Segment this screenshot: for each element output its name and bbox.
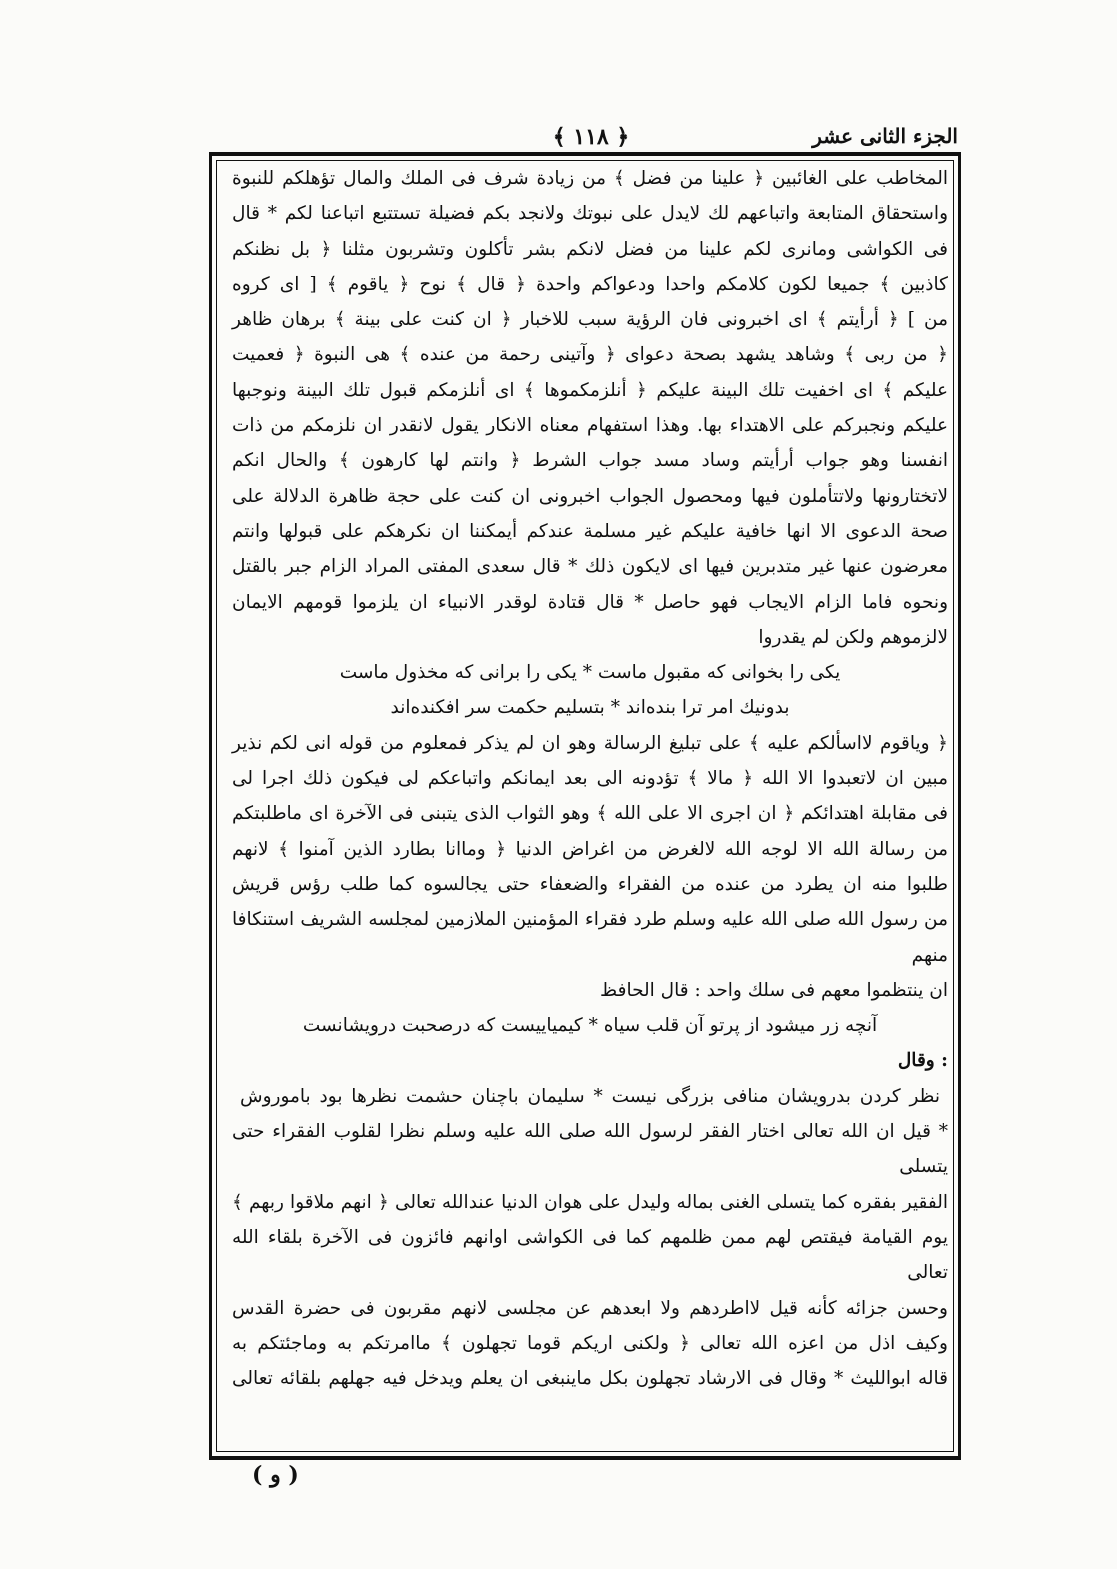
verse-line: نظر كردن بدرويشان منافى بزرگى نيست * سليمان باچنان حشمت نظرها بود باموروش bbox=[240, 1085, 940, 1107]
page-number: ﴿ ١١٨ ﴾ bbox=[552, 124, 630, 150]
text-line: كاذبين ﴾ جميعا لكون كلامكم واحدا ودعواكم واحدة ﴿ قال ﴾ نوح ﴿ ياقوم ﴾ [ اى كروه bbox=[232, 273, 948, 295]
text-line: مبين ان لاتعبدوا الا الله ﴿ مالا ﴾ تؤدونه الى بعد ايمانكم واتباعكم لى فيكون ذلك اجرا لى bbox=[232, 768, 948, 790]
verse-line: يكى را بخوانى كه مقبول ماست * يكى را برانى كه مخذول ماست bbox=[339, 662, 841, 684]
paragraph-1 bbox=[232, 161, 948, 655]
text-line: فى مقابلة اهتدائكم ﴿ ان اجرى الا على الله ﴾ وهو الثواب الذى يتبنى فى الآخرة اى ماطلبتكم bbox=[232, 803, 948, 825]
text-line: ﴿ وياقوم لااسألكم عليه ﴾ على تبليغ الرسالة وهو ان لم يذكر فمعلوم من قوله انى لكم نذير bbox=[232, 732, 948, 754]
text-line: ان ينتظموا معهم فى سلك واحد : قال الحافظ bbox=[600, 979, 948, 1001]
text-line: من ] ﴿ أرأيتم ﴾ اى اخبرونى فان الرؤية سبب للاخبار ﴿ ان كنت على بينة ﴾ برهان ظاهر bbox=[232, 309, 948, 331]
text-line: معرضون عنها غير متدبرين فيها اى لايكون ذلك * قال سعدى المفتى المراد الزام جبر بالقتل bbox=[232, 556, 948, 578]
text-line: الفقير بفقره كما يتسلى الغنى بماله وليدل على هوان الدنيا عندالله تعالى ﴿ انهم ملاقوا ربهم ﴾ bbox=[232, 1191, 948, 1213]
paragraph-2 bbox=[232, 726, 948, 1008]
text-line: صحة الدعوى الا انها خافية عليكم غير مسلمة عندكم أيمكننا ان نكرهكم على قبولها وانتم bbox=[232, 520, 948, 542]
text-line: وحسن جزائه كأنه قيل لااطردهم ولا ابعدهم عن مجلسى لانهم مقربون فى حضرة القدس bbox=[232, 1297, 948, 1319]
verse-line: آنچه زر ميشود از پرتو آن قلب سياه * كيمياييست كه درصحبت درويشانست bbox=[302, 1015, 878, 1037]
said-label: : وقال bbox=[897, 1050, 948, 1072]
text-line: ونحوه فاما الزام الايجاب فهو حاصل * قال قتادة لوقدر الانبياء ان يلزموا قومهم الايمان bbox=[232, 591, 948, 613]
verse-line: بدونيك امر ترا بنده‌اند * بتسليم حكمت سر افكنده‌اند bbox=[390, 697, 790, 719]
paragraph-3 bbox=[232, 1114, 948, 1396]
text-line: من رسالة الله الا لوجه الله لالغرض من اغراض الدنيا ﴿ وماانا بطارد الذين آمنوا ﴾ لانهم bbox=[232, 838, 948, 860]
text-line: * قيل ان الله تعالى اختار الفقر لرسول الله صلى الله عليه وسلم نظرا لقلوب الفقراء حتى يتسلى bbox=[232, 1121, 948, 1178]
text-line: يوم القيامة فيقتص لهم ممن ظلمهم كما فى الكواشى اوانهم فائزون فى الآخرة بلقاء الله تعالى bbox=[232, 1226, 948, 1284]
text-line: قاله ابوالليث * وقال فى الارشاد تجهلون بكل ماينبغى ان يعلم ويدخل فيه جهلهم بلقائه تعالى bbox=[232, 1368, 948, 1390]
text-line: عليكم ﴾ اى اخفيت تلك البينة عليكم ﴿ أنلزمكموها ﴾ اى أنلزمكم قبول تلك البينة ونوجبها bbox=[232, 379, 948, 401]
text-line: فى الكواشى ومانرى لكم علينا من فضل لانكم بشر تأكلون وتشربون مثلنا ﴿ بل نظنكم bbox=[232, 238, 948, 260]
page-header bbox=[222, 124, 960, 154]
text-line: واستحقاق المتابعة واتباعهم لك لايدل على نبوتك ولانجد بكم فضيلة تستتبع اتباعنا لكم * قال bbox=[232, 203, 948, 225]
text-line: المخاطب على الغائبين ﴿ علينا من فضل ﴾ من زيادة شرف فى الملك والمال تؤهلكم للنبوة bbox=[232, 168, 948, 189]
page-body bbox=[232, 161, 948, 1396]
text-line: لاتختارونها ولاتتأملون فيها ومحصول الجواب اخبرونى ان كنت على حجة ظاهرة الدلالة على bbox=[232, 485, 948, 507]
text-line: من رسول الله صلى الله عليه وسلم طرد فقراء المؤمنين الملازمين لمجلسه الشريف استنكافا منهم bbox=[232, 909, 949, 966]
text-line: انفسنا وهو جواب أرأيتم وساد مسد جواب الشرط ﴿ وانتم لها كارهون ﴾ والحال انكم bbox=[232, 450, 948, 472]
text-line: طلبوا منه ان يطرد من عنده من الفقراء والضعفاء حتى يجالسوه كما طلب رؤس قريش bbox=[232, 873, 948, 895]
part-title: الجزء الثانى عشر bbox=[812, 124, 958, 148]
text-line: ﴿ من ربى ﴾ وشاهد يشهد بصحة دعواى ﴿ وآتينى رحمة من عنده ﴾ هى النبوة ﴿ فعميت bbox=[232, 344, 948, 366]
text-line: عليكم ونجبركم على الاهتداء بها. وهذا استفهام معناه الانكار يقول لانقدر ان نلزمكم من ذات bbox=[232, 415, 948, 437]
signature-mark: ( و ) bbox=[252, 1462, 299, 1488]
text-line: لالزموهم ولكن لم يقدروا bbox=[758, 626, 948, 648]
text-line: وكيف اذل من اعزه الله تعالى ﴿ ولكنى اريكم قوما تجهلون ﴾ ماامرتكم به وماجئتكم به bbox=[232, 1332, 948, 1354]
